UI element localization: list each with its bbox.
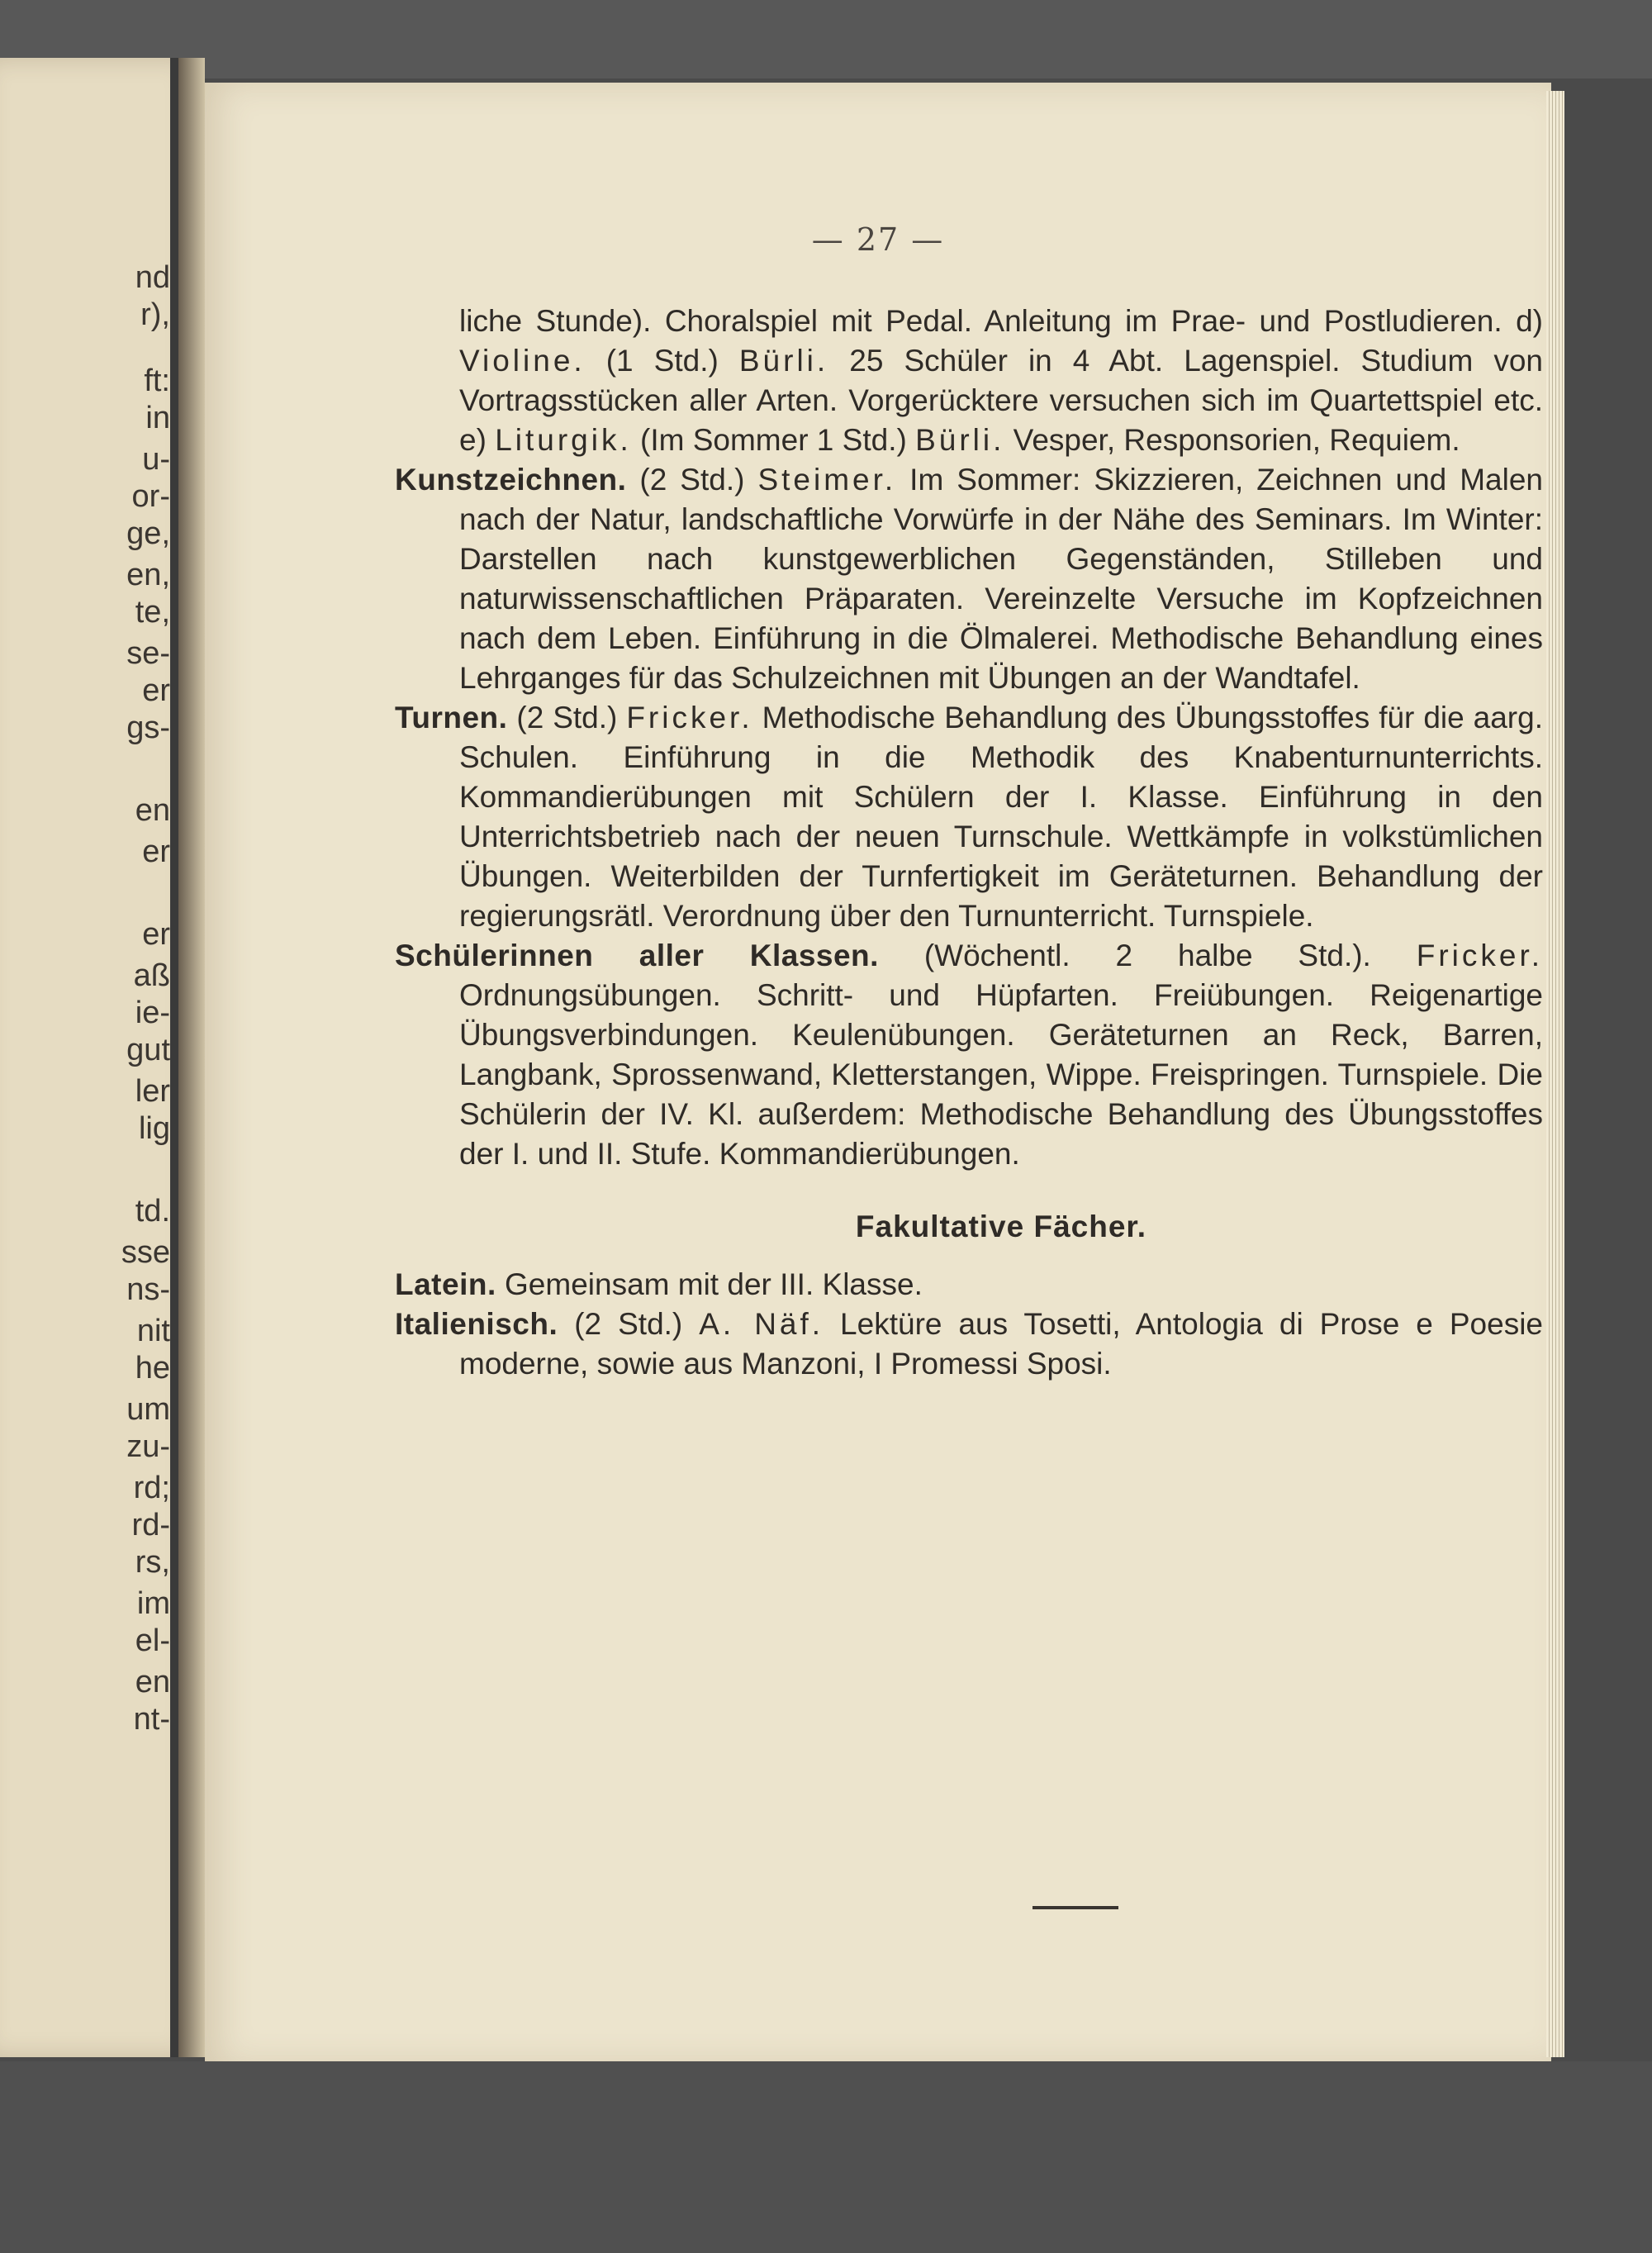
binding-gutter [178, 58, 205, 2057]
left-page-fragment: r), [140, 297, 170, 332]
entry-schuelerinnen: Schülerinnen aller Klassen. (Wöchentl. 2 halbe Std.). Fricker. Ordnungsübungen. Schritt- und Hüpfarten. Freiübungen. Reigenartige Übungsverbindungen. Keulenübungen. Geräteturnen an Reck, Barren, Langbank, Sprossenwand, Kletterstangen, Wippe. Freispringen. Turnspiele. Die Schülerin der IV. Kl. außerdem: Methodische Behandlung des Übungsstoffes der I. und II. Stufe. Kommandierübungen. [395, 939, 1543, 1171]
left-page-fragment: nd [135, 260, 170, 295]
left-page-fragment: zu- [126, 1429, 170, 1464]
entry-title: Turnen. [395, 701, 508, 734]
left-page-fragment: gs- [126, 711, 170, 745]
left-page-fragment: ge, [126, 516, 170, 551]
left-page-edge [0, 58, 205, 2057]
left-page-fragment: nt- [133, 1702, 170, 1737]
left-page-fragment: im [136, 1586, 170, 1621]
left-page-fragment: er [142, 673, 170, 708]
teacher-name: Fricker. [1416, 939, 1543, 972]
page-content [395, 302, 1543, 1384]
left-page-fragment: en [135, 793, 170, 828]
section-heading: Fakultative Fächer. [855, 1210, 1147, 1243]
left-page-fragment: ns- [126, 1272, 170, 1307]
entry-title: Schülerinnen aller Klassen. [395, 939, 879, 972]
page-stack-edge [1546, 91, 1564, 2057]
left-page-fragment: um [126, 1392, 170, 1427]
left-page-fragment: er [142, 834, 170, 869]
left-page-fragment: el- [135, 1623, 170, 1658]
left-page-fragment: gut [126, 1033, 170, 1067]
left-page-fragment: ler [135, 1074, 170, 1109]
left-page-fragment: u- [142, 442, 170, 477]
left-page-fragments [0, 58, 170, 2057]
left-page-fragment: he [135, 1351, 170, 1386]
teacher-name: Steimer. [757, 463, 897, 497]
binding-strip [170, 58, 178, 2057]
continuation-paragraph: liche Stunde). Choralspiel mit Pedal. Anleitung im Prae- und Postludieren. d) Violine. (1 Std.) Bürli. 25 Schüler in 4 Abt. Lagenspiel. Studium von Vortragsstücken aller Arten. Vorgerücktere versuchen sich im Quartettspiel etc. e) Liturgik. (Im Sommer 1 Std.) Bürli. Vesper, Responsorien, Requiem. [459, 304, 1543, 457]
entry-kunstzeichnen: Kunstzeichnen. (2 Std.) Steimer. Im Sommer: Skizzieren, Zeichnen und Malen nach der Natur, landschaftliche Vorwürfe in der Nähe des Seminars. Im Winter: Darstellen nach kunstgewerblichen Gegenständen, Stilleben und naturwissenschaftlichen Präparaten. Vereinzelte Versuche im Kopfzeichnen nach dem Leben. Einführung in die Ölmalerei. Methodische Behandlung eines Lehrganges für das Schulzeichnen mit Übungen an der Wandtafel. [395, 463, 1543, 695]
left-page-fragment: aß [133, 958, 170, 993]
scan-background-bottom [0, 2061, 1652, 2253]
teacher-name: Fricker. [626, 701, 753, 734]
subject-violine: Violine. [459, 344, 586, 378]
left-page-fragment: te, [135, 595, 170, 630]
scan-background-top [0, 0, 1652, 78]
entry-title: Latein. [395, 1267, 496, 1301]
left-page-fragment: rd- [131, 1508, 170, 1542]
page-number: — 27 — [811, 221, 945, 258]
left-page-fragment: rs, [135, 1545, 170, 1580]
left-page-fragment: ie- [135, 996, 170, 1030]
left-page-fragment: se- [126, 636, 170, 671]
entry-turnen: Turnen. (2 Std.) Fricker. Methodische Behandlung des Übungsstoffes für die aarg. Schulen. Einführung in die Methodik des Knabenturnunterrichts. Kommandierübungen mit Schülern der I. Klasse. Einführung in den Unterrichtsbetrieb nach der neuen Turnschule. Wettkämpfe in volkstümlichen Übungen. Weiterbilden der Turnfertigkeit im Geräteturnen. Behandlung der regierungsrätl. Verordnung über den Turnunterricht. Turnspiele. [395, 701, 1543, 933]
entry-title: Kunstzeichnen. [395, 463, 627, 497]
page [205, 83, 1551, 2065]
left-page-fragment: td. [135, 1194, 170, 1229]
teacher-name: Bürli. [738, 344, 829, 378]
left-page-fragment: or- [131, 479, 170, 514]
left-page-fragment: er [142, 917, 170, 952]
teacher-name: Bürli. [915, 423, 1005, 457]
left-page-fragment: en, [126, 558, 170, 592]
teacher-name: A. Näf. [699, 1307, 824, 1341]
left-page-fragment: nit [136, 1314, 170, 1348]
left-page-fragment: sse [121, 1235, 170, 1270]
subject-liturgik: Liturgik. [495, 423, 632, 457]
left-page-fragment: lig [138, 1111, 170, 1146]
left-page-fragment: in [145, 401, 170, 435]
left-page-fragment: en [135, 1665, 170, 1699]
left-page-fragment: ft: [144, 364, 170, 398]
entry-latein: Latein. Gemeinsam mit der III. Klasse. [395, 1267, 923, 1301]
entry-italienisch: Italienisch. (2 Std.) A. Näf. Lektüre aus Tosetti, Antologia di Prose e Poesie moderne, sowie aus Manzoni, I Promessi Sposi. [395, 1307, 1543, 1381]
end-rule [1032, 1906, 1118, 1909]
left-page-fragment: rd; [133, 1471, 170, 1505]
entry-title: Italienisch. [395, 1307, 558, 1341]
